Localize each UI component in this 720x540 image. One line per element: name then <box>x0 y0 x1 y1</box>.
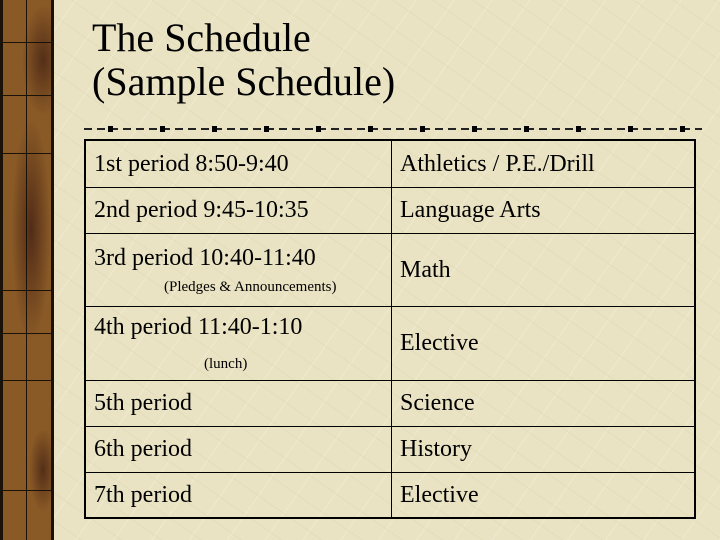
strip-line <box>3 153 51 154</box>
period-label: 4th period 11:40-1:10 <box>94 314 303 340</box>
period-label: 3rd period 10:40-11:40 <box>94 244 316 271</box>
strip-line <box>26 0 27 540</box>
strip-line <box>3 490 51 491</box>
subject-cell: Math <box>392 233 696 306</box>
period-cell: 2nd period 9:45-10:35 <box>85 187 392 233</box>
period-note: (lunch) <box>204 356 248 372</box>
decorative-side-strip <box>0 0 54 540</box>
subject-cell: Elective <box>392 472 696 518</box>
subject-cell: Elective <box>392 306 696 380</box>
strip-line <box>3 380 51 381</box>
strip-line <box>3 95 51 96</box>
slide-title <box>92 16 395 104</box>
subject-cell: Athletics / P.E./Drill <box>392 140 696 187</box>
period-cell: 7th period <box>85 472 392 518</box>
table-row <box>85 140 695 187</box>
period-cell: 1st period 8:50-9:40 <box>85 140 392 187</box>
table-row <box>85 233 695 306</box>
title-line-1: The Schedule <box>92 15 311 60</box>
period-cell <box>85 233 392 306</box>
title-line-2: (Sample Schedule) <box>92 59 396 104</box>
table-row <box>85 306 695 380</box>
table-row <box>85 426 695 472</box>
subject-cell: History <box>392 426 696 472</box>
strip-line <box>3 333 51 334</box>
subject-cell: Language Arts <box>392 187 696 233</box>
strip-line <box>3 290 51 291</box>
table-row <box>85 187 695 233</box>
schedule-table <box>84 139 696 519</box>
dotted-divider <box>84 128 702 130</box>
strip-line <box>3 42 51 43</box>
period-cell: 6th period <box>85 426 392 472</box>
period-cell <box>85 306 392 380</box>
period-cell: 5th period <box>85 380 392 426</box>
table-row <box>85 380 695 426</box>
period-note: (Pledges & Announcements) <box>164 278 337 295</box>
subject-cell: Science <box>392 380 696 426</box>
table-row <box>85 472 695 518</box>
